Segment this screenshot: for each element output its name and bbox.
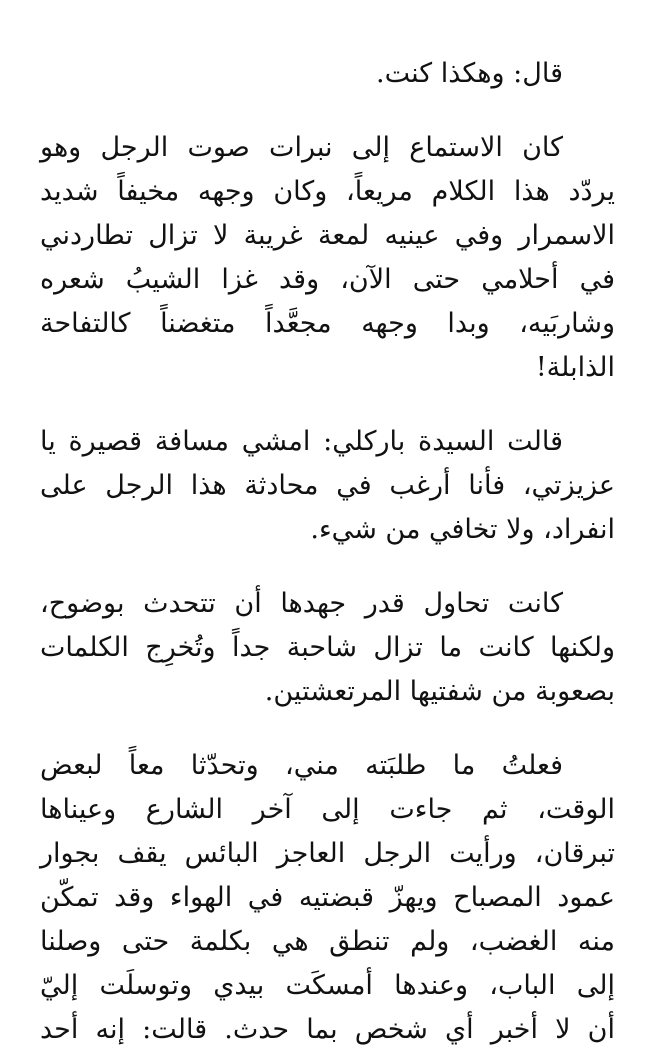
text-line: أن لا أخبر أي شخص بما حدث. قالت: إنه أحد [40, 1014, 615, 1045]
paragraph-gap [40, 552, 615, 582]
text-line: انفراد، ولا تخافي من شيء. [310, 514, 615, 545]
text-line: عمود المصباح ويهزّ قبضتيه في الهواء وقد تمكّن [40, 882, 615, 913]
text-line: كانت تحاول قدر جهدها أن تتحدث بوضوح، [40, 588, 563, 619]
text-line: تبرقان، ورأيت الرجل العاجز البائس يقف بجوار [40, 838, 615, 869]
text-line: قالت السيدة باركلي: امشي مسافة قصيرة يا [40, 426, 563, 457]
paragraph-5 [40, 744, 615, 1052]
paragraph-gap [40, 96, 615, 126]
text-line: الوقت، ثم جاءت إلى آخر الشارع وعيناها [40, 794, 615, 825]
text-line: ولكنها كانت ما تزال شاحبة جداً وتُخرِج الكلمات [40, 632, 615, 663]
text-line: بصعوبة من شفتيها المرتعشتين. [264, 676, 615, 707]
paragraph-gap [40, 714, 615, 744]
text-line: كان الاستماع إلى نبرات صوت الرجل وهو [40, 132, 563, 163]
text-line: يردّد هذا الكلام مريعاً، وكان وجهه مخيفاً شديد [40, 176, 615, 207]
text-line: الذابلة! [535, 352, 615, 383]
text-line: إلى الباب، وعندها أمسكَت بيدي وتوسلَت إليّ [40, 970, 615, 1001]
text-line: منه الغضب، ولم تنطق هي بكلمة حتى وصلنا [40, 926, 615, 957]
text-line: عزيزتي، فأنا أرغب في محادثة هذا الرجل على [40, 470, 615, 501]
text-line: الاسمرار وفي عينيه لمعة غريبة لا تزال تطاردني [40, 220, 615, 251]
text-line: وشاربَيه، وبدا وجهه مجعَّداً متغضناً كالتفاحة [40, 308, 615, 339]
text-line: فعلتُ ما طلبَته مني، وتحدّثا معاً لبعض [40, 750, 563, 781]
paragraph-1 [40, 52, 615, 96]
paragraph-2 [40, 126, 615, 390]
paragraph-4 [40, 582, 615, 714]
text-line: قال: وهكذا كنت. [376, 58, 563, 89]
text-line: في أحلامي حتى الآن، وقد غزا الشيبُ شعره [40, 264, 615, 295]
book-page [40, 52, 615, 1052]
paragraph-3 [40, 420, 615, 552]
paragraph-gap [40, 390, 615, 420]
